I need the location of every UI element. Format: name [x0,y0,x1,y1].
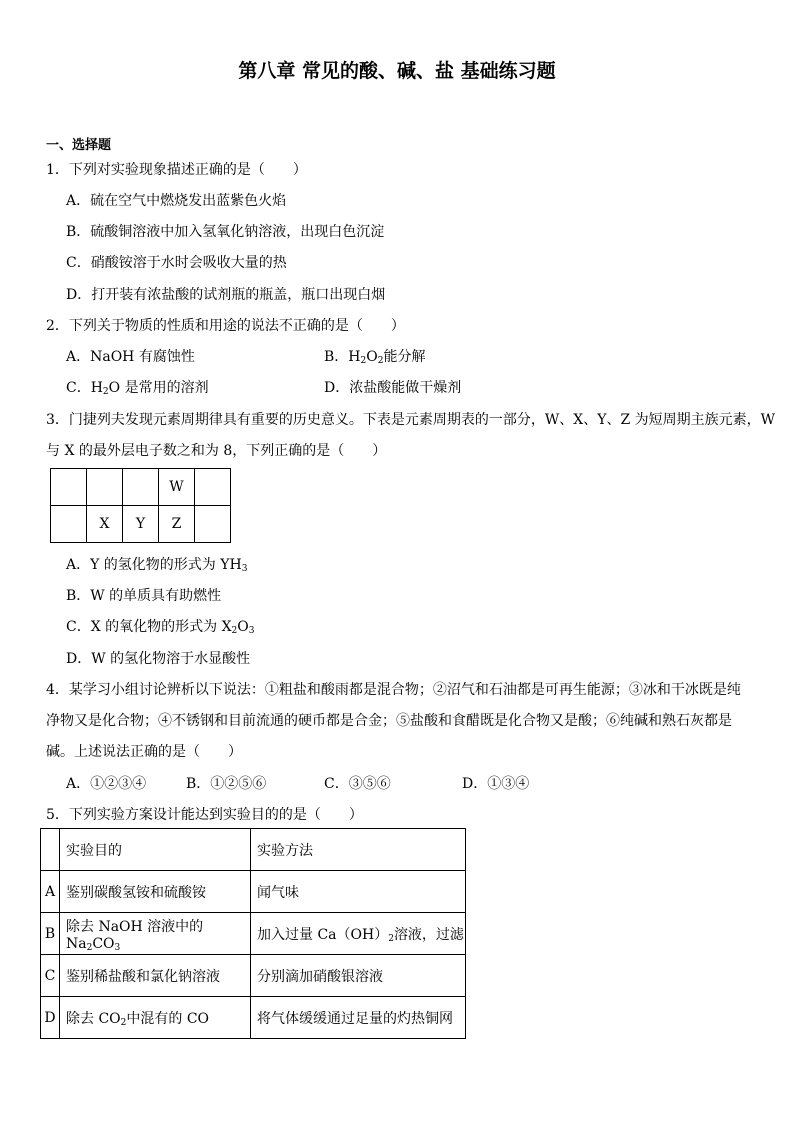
purpose-cell: 鉴别稀盐酸和氯化钠溶液 [60,955,251,997]
table-header-row [41,829,466,871]
q4-option-b[interactable]: B．①②⑤⑥ [186,776,267,792]
q4-stem-line3: 碱。上述说法正确的是（ ） [46,744,242,760]
q2-option-b[interactable]: B．$H_2O_2$能分解 [324,349,426,366]
column-header-purpose: 实验目的 [60,829,251,871]
q3-option-a[interactable]: A．Y 的氢化物的形式为 $YH_3$ [66,557,248,574]
purpose-cell: 除去 $CO_2$中混有的 CO [60,997,251,1039]
q4-option-c[interactable]: C．③⑤⑥ [324,776,391,792]
q2-option-c[interactable]: C．$H_2O$ 是常用的溶剂 [66,380,209,397]
method-cell: 将气体缓缓通过足量的灼热铜网 [251,997,466,1039]
q2-stem: 2．下列关于物质的性质和用途的说法不正确的是（ ） [46,318,405,334]
grid-cell-y: Y [123,506,159,543]
section-heading: 一、选择题 [46,138,112,153]
grid-cell-z: Z [159,506,195,543]
grid-cell [195,506,231,543]
q5-stem: 5．下列实验方案设计能达到实验目的的是（ ） [46,807,363,823]
q4-stem-line1: 4．某学习小组讨论辨析以下说法：①粗盐和酸雨都是混合物；②沼气和石油都是可再生能源；③冰和干冰既是纯 [46,682,741,698]
table-cell [41,829,60,871]
purpose-cell: 鉴别碳酸氢铵和硫酸铵 [60,871,251,913]
row-label: A [41,871,60,913]
grid-cell-x: X [87,506,123,543]
table-row [41,871,466,913]
table-row [41,997,466,1039]
q3-option-c[interactable]: C．X 的氧化物的形式为 $X_2O_3$ [66,619,255,636]
q3-stem-line1: 3．门捷列夫发现元素周期律具有重要的历史意义。下表是元素周期表的一部分，W、X、Y、Z 为短周期主族元素，W [46,412,776,428]
q1-option-b[interactable]: B．硫酸铜溶液中加入氢氧化钠溶液，出现白色沉淀 [66,224,385,240]
table-row [41,955,466,997]
column-header-method: 实验方法 [251,829,466,871]
q2-option-a[interactable]: A．NaOH 有腐蚀性 [66,349,195,365]
q4-option-a[interactable]: A．①②③④ [66,776,147,792]
method-cell: 加入过量 $Ca(OH)_2$溶液，过滤 [251,913,466,955]
q1-option-d[interactable]: D．打开装有浓盐酸的试剂瓶的瓶盖，瓶口出现白烟 [66,287,386,303]
purpose-cell: 除去 NaOH 溶液中的 $Na_2CO_3$ [60,913,251,955]
q1-option-c[interactable]: C．硝酸铵溶于水时会吸收大量的热 [66,255,287,271]
grid-cell [51,469,87,506]
row-label: C [41,955,60,997]
q3-option-d[interactable]: D．W 的氢化物溶于水显酸性 [66,651,251,667]
grid-cell [123,469,159,506]
grid-cell [87,469,123,506]
q3-option-b[interactable]: B．W 的单质具有助燃性 [66,588,222,604]
q1-stem: 1．下列对实验现象描述正确的是（ ） [46,162,307,178]
grid-cell [195,469,231,506]
page-title: 第八章 常见的酸、碱、盐 基础练习题 [238,60,556,82]
row-label: D [41,997,60,1039]
periodic-table-fragment [50,468,231,543]
experiment-table [40,828,466,1039]
q4-option-d[interactable]: D．①③④ [462,776,530,792]
grid-cell [51,506,87,543]
q4-stem-line2: 净物又是化合物；④不锈钢和目前流通的硬币都是合金；⑤盐酸和食醋既是化合物又是酸；⑥纯碱和熟石灰都是 [46,713,732,729]
row-label: B [41,913,60,955]
method-cell: 分别滴加硝酸银溶液 [251,955,466,997]
grid-cell-w: W [159,469,195,506]
method-cell: 闻气味 [251,871,466,913]
q3-stem-line2: 与 X 的最外层电子数之和为 8，下列正确的是（ ） [46,443,387,459]
table-row [41,913,466,955]
q2-option-d[interactable]: D．浓盐酸能做干燥剂 [324,380,462,396]
q1-option-a[interactable]: A．硫在空气中燃烧发出蓝紫色火焰 [66,193,287,209]
